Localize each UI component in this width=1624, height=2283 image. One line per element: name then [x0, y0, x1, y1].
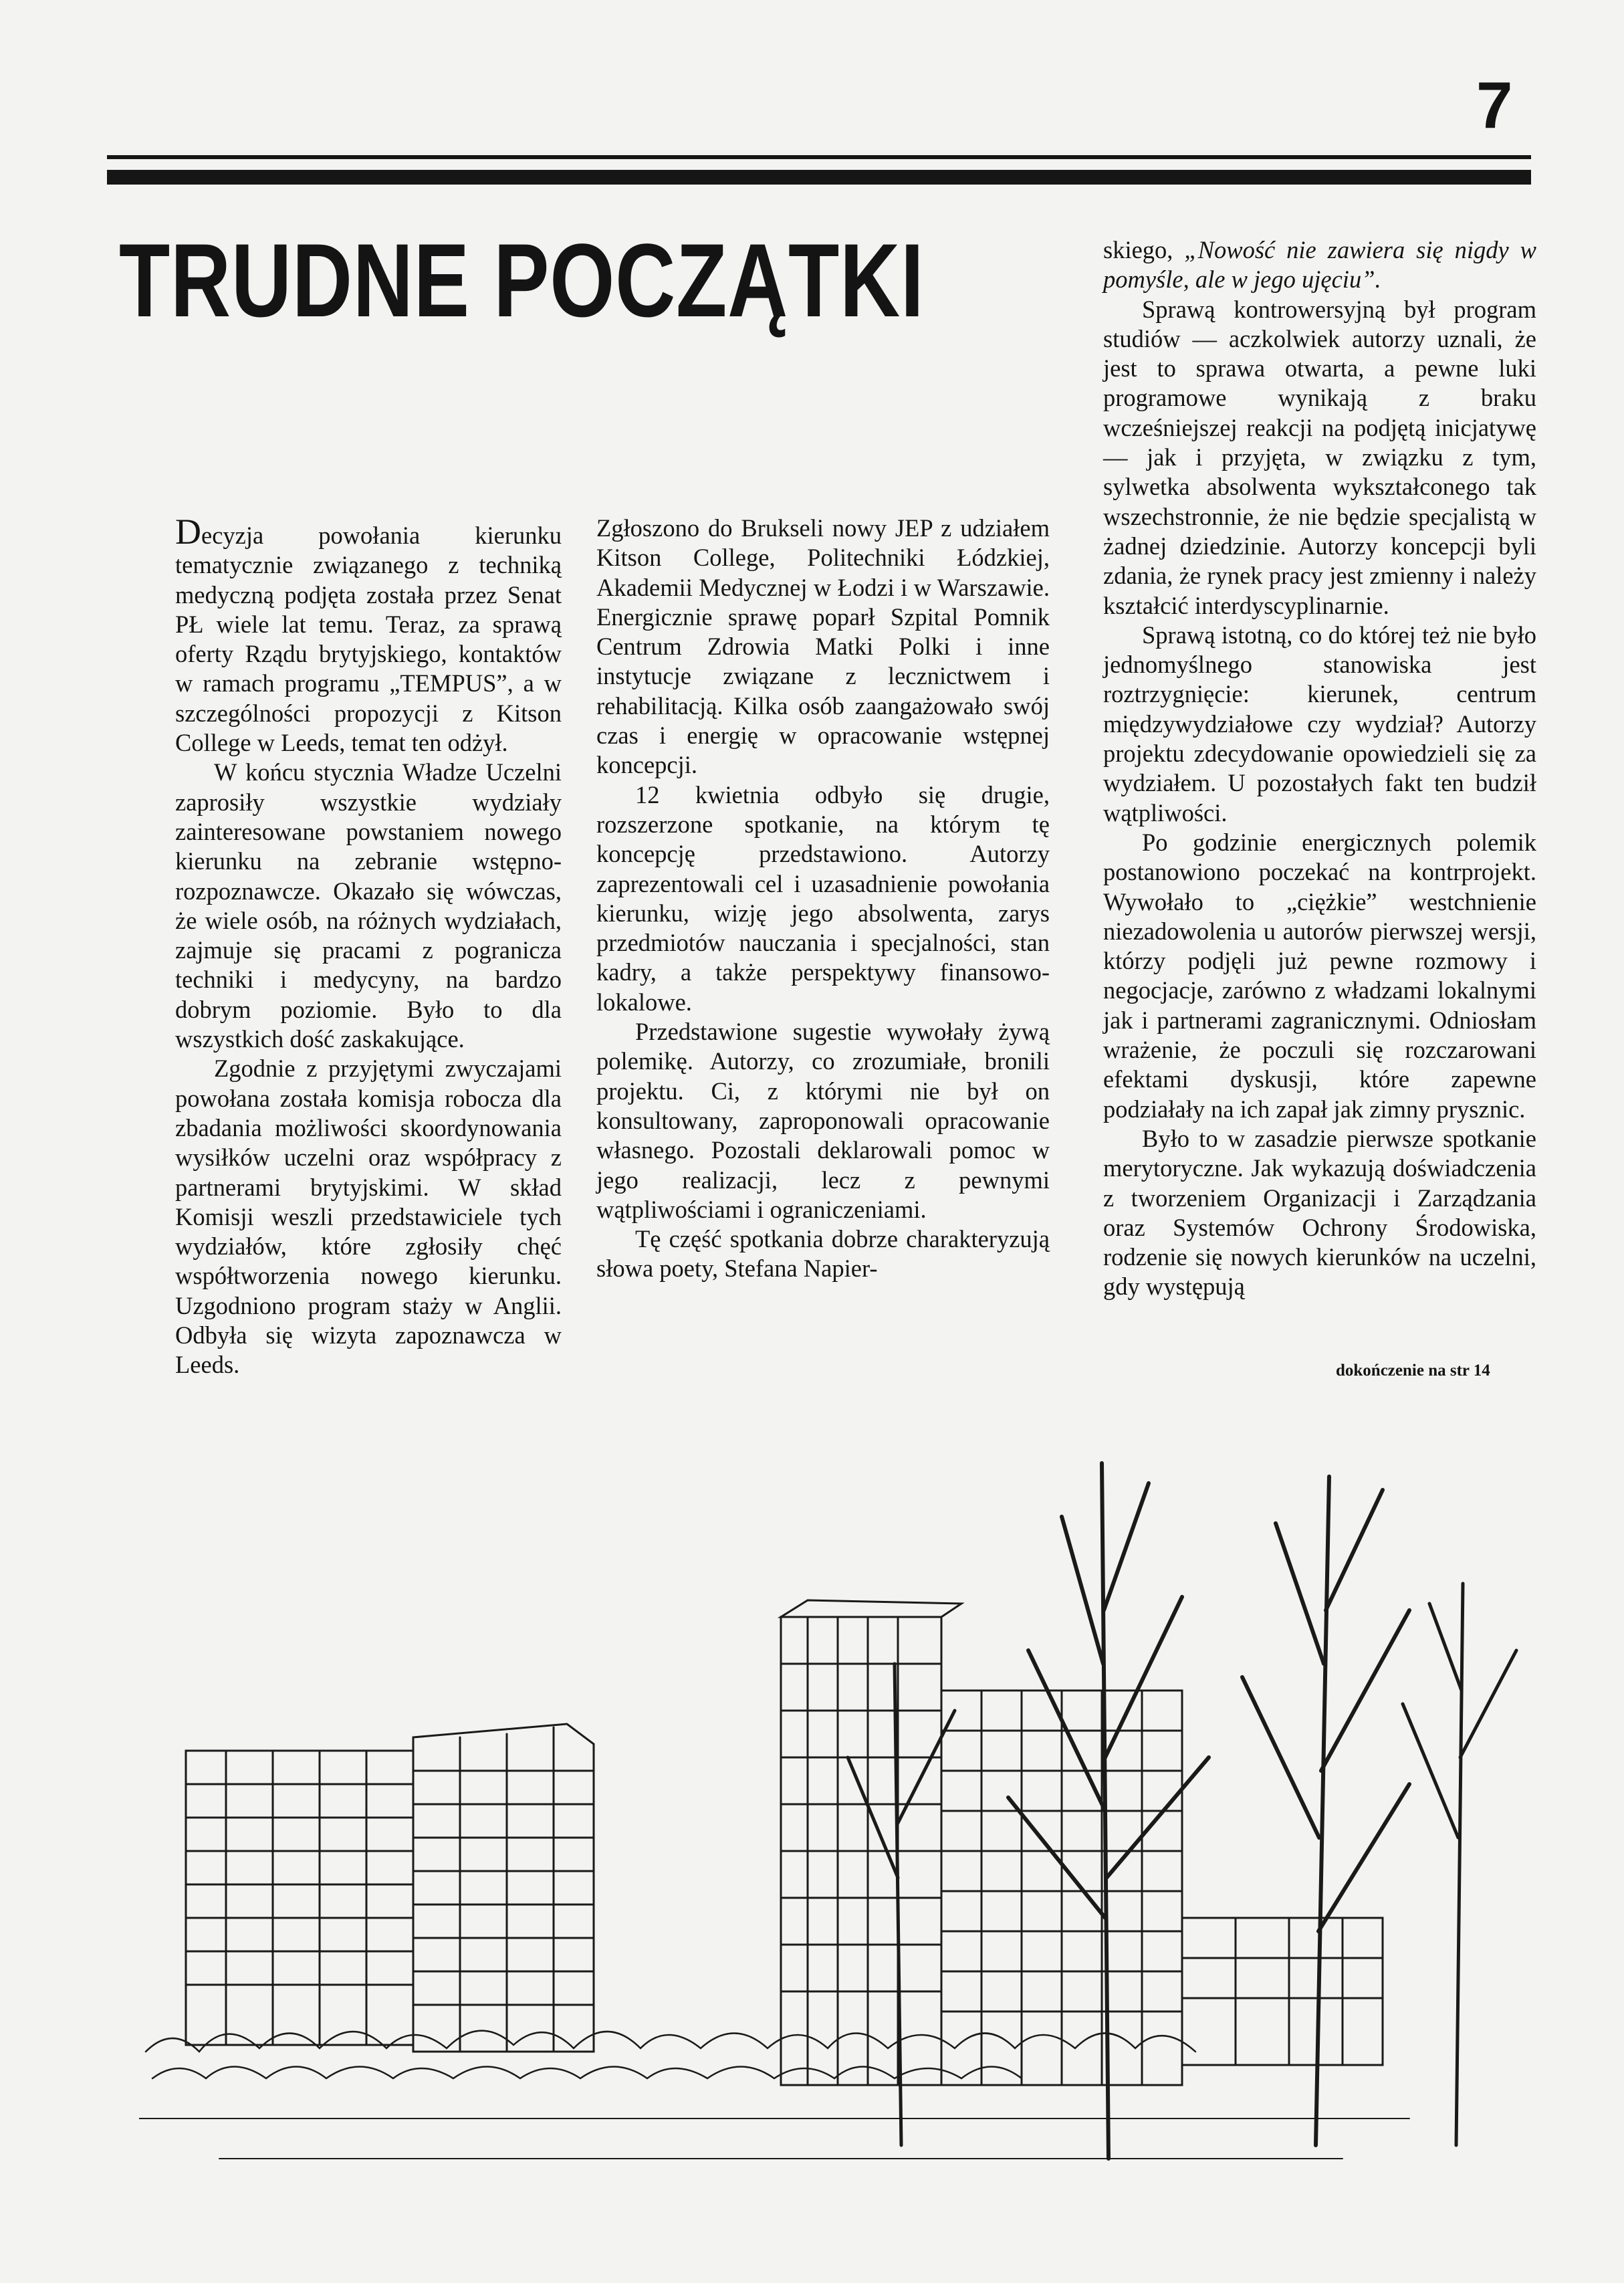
- continued-note: dokończenie na str 14: [1336, 1362, 1490, 1380]
- header-rule-thin: [107, 155, 1531, 159]
- paragraph: Sprawą kontrowersyjną był program studiów — aczkolwiek autorzy uznali, że jest to sprawa otwarta, a pewne luki programowe wynikają z braku wcześniejszej reakcji na podjętą inicjatywę — jak i przyjęta, w związku z tym, sylwetka absolwenta wykształconego tak wszechstronnie, że nie będzie specjalistą w żadnej dziedzinie. Autorzy koncepcji byli zdania, że rynek pracy jest zmienny i należy kształcić interdyscyplinarnie.: [1103, 295, 1536, 619]
- building-right-icon: [941, 1691, 1182, 2085]
- building-left-icon: [186, 1751, 413, 2045]
- tree-icon: [1403, 1584, 1516, 2145]
- building-tower-icon: [781, 1600, 961, 2085]
- paragraph: 12 kwietnia odbyło się drugie, rozszerzone spotkanie, na którym tę koncepcję przedstawiono. Autorzy zaprezentowali cel i uzasadnienie powołania kierunku, wizję jego absolwenta, zarys przedmiotów nauczania i specjalności, stan kadry, a także perspektywy finansowo-lokalowe.: [596, 780, 1050, 1016]
- page-number: 7: [1476, 68, 1513, 142]
- paragraph: [175, 514, 562, 758]
- drop-cap: D: [175, 512, 201, 552]
- paragraph: Zgłoszono do Brukseli nowy JEP z udziałem Kitson College, Politechniki Łódzkiej, Akademii Medycznej w Łodzi i w Warszawie. Energicznie sprawę poparł Szpital Pomnik Centrum Zdrowia Matki Polki i inne instytucje związane z lecznictwem i rehabilitacją. Kilka osób zaangażowało swój czas i energię w opracowanie wstępnej koncepcji.: [596, 514, 1050, 779]
- paragraph-text: ecyzja powołania kierunku tematycznie związanego z techniką medyczną podjęta została przez Senat PŁ wiele lat temu. Teraz, za sprawą oferty Rządu brytyjskiego, kontaktów w ramach programu „TEMPUS”, a w szczególności propozycji z Kitson College w Leeds, temat ten odżył.: [175, 522, 562, 757]
- headline: TRUDNE POCZĄTKI: [119, 223, 925, 339]
- article-column-1: [175, 514, 562, 1380]
- paragraph: W końcu stycznia Władze Uczelni zaprosiły wszystkie wydziały zainteresowane powstaniem nowego kierunku na zebranie wstępno-rozpoznawcze. Okazało się wówczas, że wiele osób, na różnych wydziałach, zajmuje się pracami z pogranicza techniki i medycyny, na bardzo dobrym poziomie. Było to dla wszystkich dość zaskakujące.: [175, 758, 562, 1053]
- paragraph: [1103, 235, 1536, 295]
- paragraph-text: skiego,: [1103, 236, 1185, 263]
- paragraph: Było to w zasadzie pierwsze spotkanie merytoryczne. Jak wykazują doświadczenia z tworzeniem Organizacji i Zarządzania oraz Systemów Ochrony Środowiska, rodzenie się nowych kierunków na uczelni, gdy występują: [1103, 1124, 1536, 1301]
- tree-icon: [848, 1664, 955, 2145]
- campus-sketch-illustration: [139, 1410, 1543, 2266]
- paragraph: Przedstawione sugestie wywołały żywą polemikę. Autorzy, co zrozumiałe, bronili projektu. Ci, z którymi nie był on konsultowany, zaproponowali opracowanie własnego. Pozostali deklarowali pomoc w jego realizacji, lecz z pewnymi wątpliwościami i ograniczeniami.: [596, 1018, 1050, 1223]
- paragraph: Sprawą istotną, co do której też nie było jednomyślnego stanowiska jest roztrzygnięcie: kierunek, centrum międzywydziałowe czy wydział? Autorzy projektu zdecydowanie opowiedzieli się za wydziałem. U pozostałych fakt ten budził wątpliwości.: [1103, 621, 1536, 827]
- paragraph: Zgodnie z przyjętymi zwyczajami powołana została komisja robocza dla zbadania możliwości skoordynowania wysiłków uczelni oraz współpracy z partnerami brytyjskimi. W skład Komisji weszli przedstawiciele tych wydziałów, które zgłosiły chęć współtworzenia nowego kierunku. Uzgodniono program staży w Anglii. Odbyła się wizyta zapoznawcza w Leeds.: [175, 1055, 562, 1379]
- shrubs-icon: [139, 2031, 1409, 2159]
- article-column-3: [1103, 235, 1536, 1302]
- tree-icon: [1242, 1477, 1409, 2145]
- poet-quote: „Nowość nie zawiera się nigdy w pomyśle, ale w jego ujęciu”.: [1103, 236, 1536, 294]
- header-rule-thick: [107, 170, 1531, 185]
- article-column-2: [596, 514, 1050, 1284]
- paragraph: Po godzinie energicznych polemik postanowiono poczekać na kontrprojekt. Wywołało to „ciężkie” westchnienie niezadowolenia u autorów pierwszej wersji, którzy podjęli już pewne rozmowy i negocjacje, zarówno z władzami lokalnymi jak i partnerami zagranicznymi. Odniosłam wrażenie, że poczuli się rozczarowani efektami dyskusji, które zapewne podziałały na ich zapał jak zimny prysznic.: [1103, 828, 1536, 1123]
- paragraph: Tę część spotkania dobrze charakteryzują słowa poety, Stefana Napier-: [596, 1225, 1050, 1283]
- building-far-right-icon: [1182, 1918, 1383, 2065]
- building-center-left-icon: [413, 1724, 594, 2052]
